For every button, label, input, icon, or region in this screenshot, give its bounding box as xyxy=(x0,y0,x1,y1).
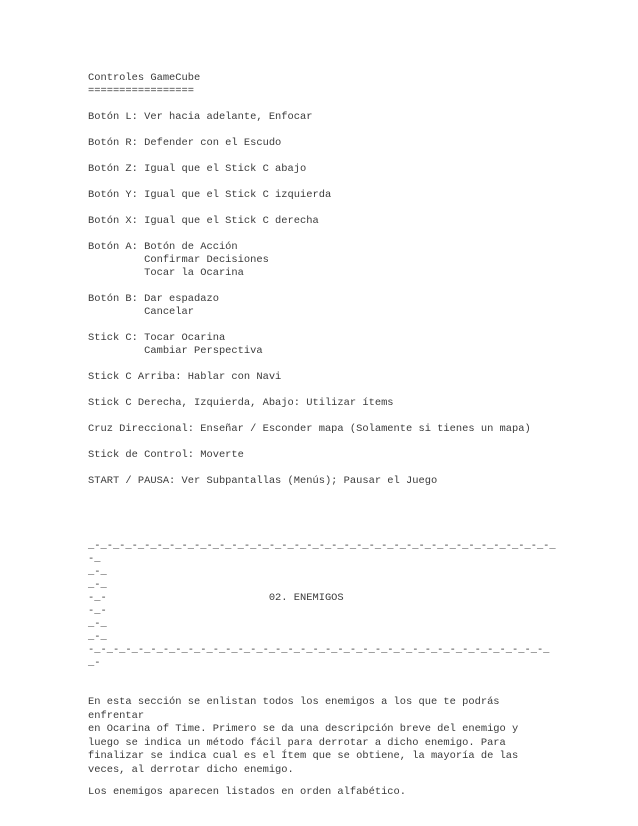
spacer xyxy=(88,683,628,696)
intro-paragraph: En esta sección se enlistan todos los enemigos a los que te podrás enfrentar en Ocarina of Time. Primero se da una descripción breve del enemigo y luego se indica un método fácil para derrotar a dicho enemigo. Para finalizar se indica cual es el Ítem que se obtiene, la mayoría de las veces, al derrotar dicho enemigo. xyxy=(88,696,519,776)
spacer xyxy=(88,150,628,163)
banner-decoration-line: -_- xyxy=(88,605,107,617)
control-binding: Stick C Derecha, Izquierda, Abajo: Utilizar ítems xyxy=(88,397,394,409)
spacer xyxy=(88,202,628,215)
control-binding-continuation: Tocar la Ocarina xyxy=(88,267,244,279)
document-page xyxy=(88,72,628,800)
control-binding: Stick de Control: Moverte xyxy=(88,449,244,461)
banner-decoration-line: _-_ xyxy=(88,579,107,591)
spacer xyxy=(88,777,628,786)
banner-title-line: -_- 02. ENEMIGOS xyxy=(88,592,344,604)
banner-decoration-line: _- xyxy=(88,657,101,669)
spacer xyxy=(88,98,628,111)
spacer xyxy=(88,501,628,514)
control-item xyxy=(88,475,628,488)
controls-section xyxy=(88,72,628,501)
control-item xyxy=(88,371,628,384)
control-binding: START / PAUSA: Ver Subpantallas (Menús); Pausar el Juego xyxy=(88,475,438,487)
control-binding: Botón X: Igual que el Stick C derecha xyxy=(88,215,319,227)
spacer xyxy=(88,228,628,241)
banner-decoration-line: _-_ xyxy=(88,618,107,630)
control-binding: Botón A: Botón de Acción xyxy=(88,241,238,253)
control-item xyxy=(88,241,628,280)
control-binding-continuation: Cancelar xyxy=(88,306,195,318)
control-item xyxy=(88,189,628,202)
spacer xyxy=(88,384,628,397)
spacer xyxy=(88,670,628,683)
control-binding: Botón R: Defender con el Escudo xyxy=(88,137,282,149)
control-item xyxy=(88,449,628,462)
spacer xyxy=(88,488,628,501)
control-item xyxy=(88,137,628,150)
control-binding: Botón B: Dar espadazo xyxy=(88,293,219,305)
spacer xyxy=(88,462,628,475)
control-binding: Stick C: Tocar Ocarina xyxy=(88,332,226,344)
spacer xyxy=(88,280,628,293)
control-item xyxy=(88,111,628,124)
control-item xyxy=(88,215,628,228)
intro-note: Los enemigos aparecen listados en orden alfabético. xyxy=(88,786,407,798)
control-binding: Cruz Direccional: Enseñar / Esconder mapa (Solamente si tienes un mapa) xyxy=(88,423,531,435)
title-underline: ================= xyxy=(88,85,195,97)
control-binding: Botón Y: Igual que el Stick C izquierda xyxy=(88,189,332,201)
control-item xyxy=(88,423,628,436)
control-binding-continuation: Cambiar Perspectiva xyxy=(88,345,263,357)
control-item xyxy=(88,332,628,358)
control-binding: Botón L: Ver hacia adelante, Enfocar xyxy=(88,111,313,123)
section-banner xyxy=(88,540,628,670)
spacer xyxy=(88,514,628,527)
spacer xyxy=(88,527,628,540)
banner-decoration-line: _-_ xyxy=(88,631,107,643)
section-title: Controles GameCube xyxy=(88,72,201,84)
control-binding: Botón Z: Igual que el Stick C abajo xyxy=(88,163,307,175)
spacer xyxy=(88,319,628,332)
control-item xyxy=(88,163,628,176)
control-item xyxy=(88,293,628,319)
spacer xyxy=(88,436,628,449)
spacer xyxy=(88,358,628,371)
spacer xyxy=(88,124,628,137)
control-item xyxy=(88,397,628,410)
banner-decoration-line: _-_-_-_-_-_-_-_-_-_-_-_-_-_-_-_-_-_-_-_-_-_-_-_-_-_-_-_-_-_-_-_-_-_-_-_-_-_ xyxy=(88,540,556,552)
control-binding: Stick C Arriba: Hablar con Navi xyxy=(88,371,282,383)
control-list xyxy=(88,111,628,501)
banner-decoration-line: _-_ xyxy=(88,566,107,578)
spacer xyxy=(88,410,628,423)
banner-decoration-line: -_-_-_-_-_-_-_-_-_-_-_-_-_-_-_-_-_-_-_-_-_-_-_-_-_-_-_-_-_-_-_-_-_-_-_-_-_ xyxy=(88,644,550,656)
control-binding-continuation: Confirmar Decisiones xyxy=(88,254,269,266)
spacer xyxy=(88,176,628,189)
banner-decoration-line: -_ xyxy=(88,553,101,565)
